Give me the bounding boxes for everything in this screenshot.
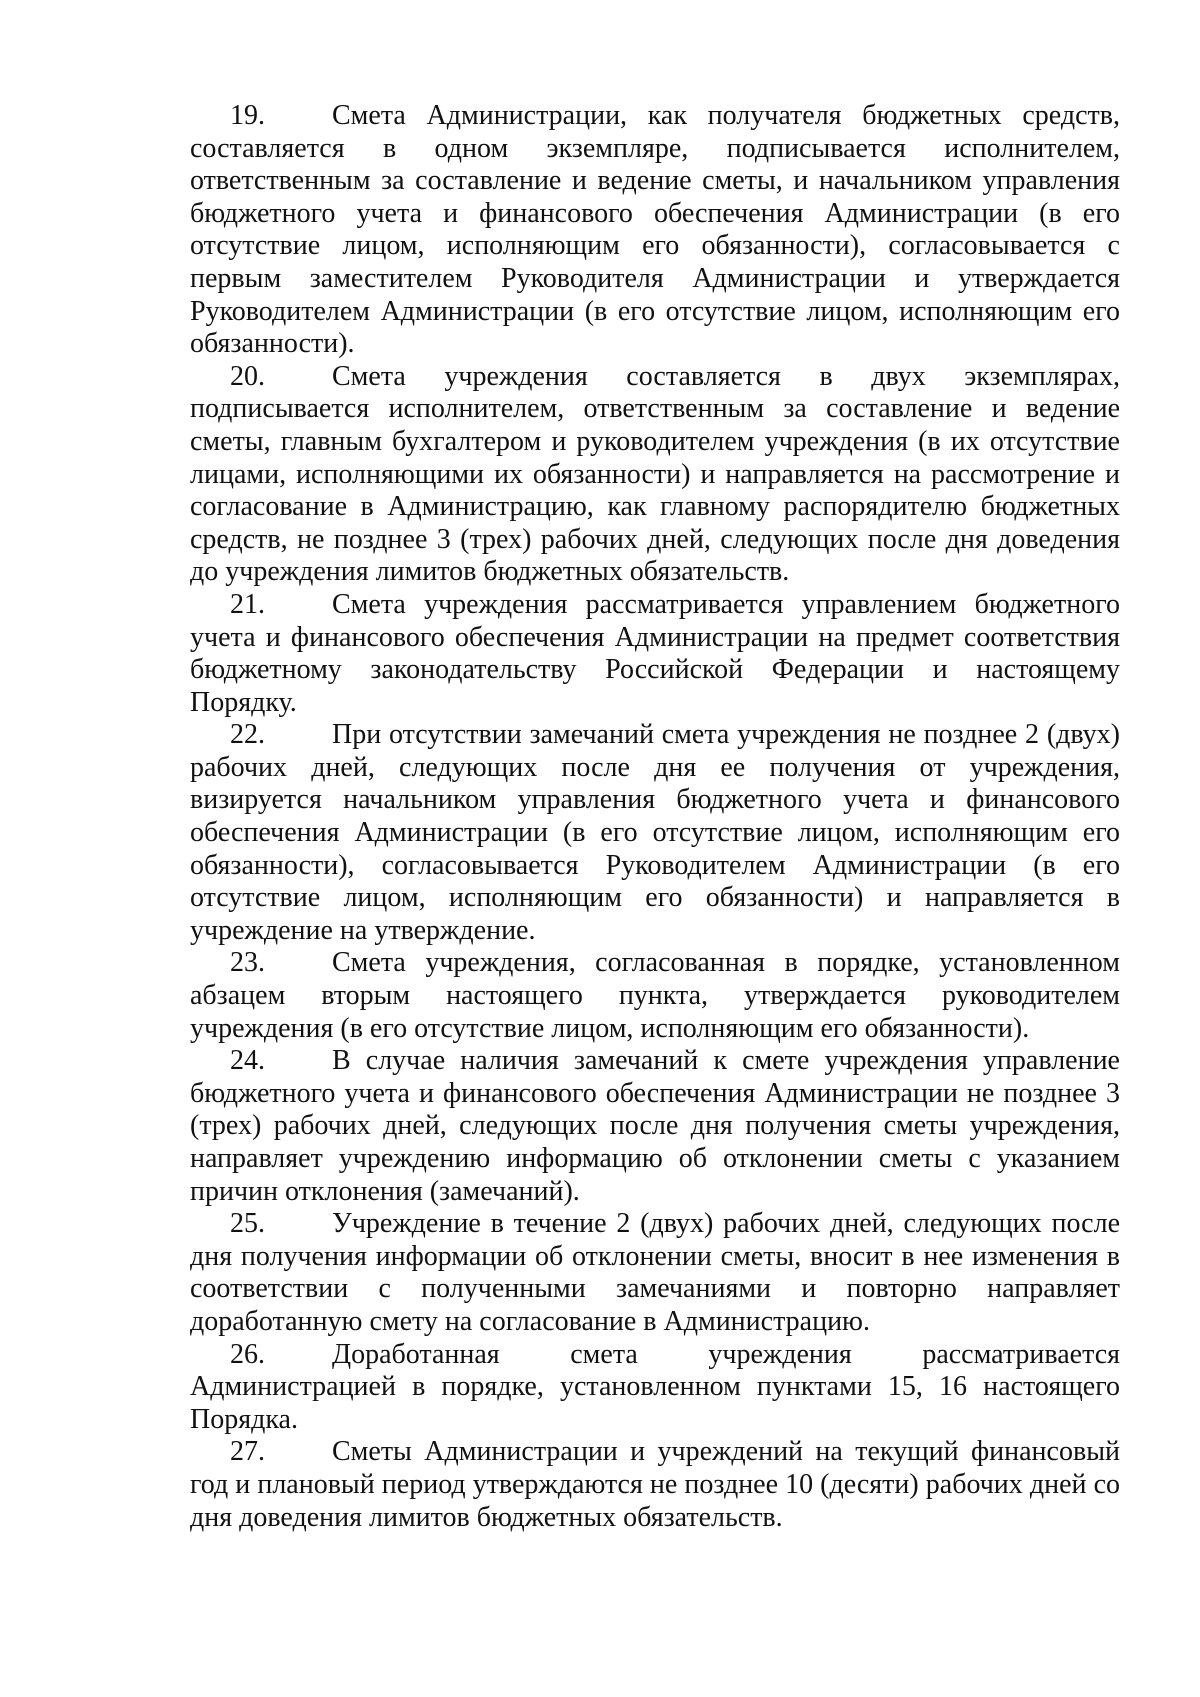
paragraph-19: [190, 100, 1120, 361]
document-body: [190, 100, 1120, 1534]
paragraph-text: Смета учреждения рассматривается управлением бюджетного учета и финансового обеспечения Администрации на предмет соответствия бюджетному законодательству Российской Федерации и настоящему Порядку.: [190, 588, 1120, 718]
paragraph-number: 20.: [230, 360, 265, 392]
paragraph-text: Учреждение в течение 2 (двух) рабочих дней, следующих после дня получения информации об отклонении сметы, вносит в нее изменения в соответствии с полученными замечаниями и повторно направляет доработанную смету на согласование в Администрацию.: [190, 1208, 1120, 1337]
paragraph-text: При отсутствии замечаний смета учреждения не позднее 2 (двух) рабочих дней, следующих после дня ее получения от учреждения, визируется начальником управления бюджетного учета и финансового обеспечения Администрации (в его отсутствие лицом, исполняющим его обязанности), согласовывается Руководителем Администрации (в его отсутствие лицом, исполняющим его обязанности) и направляется в учреждение на утверждение.: [190, 719, 1120, 946]
paragraph-20: [190, 361, 1120, 589]
paragraph-text: Сметы Администрации и учреждений на текущий финансовый год и плановый период утверждаются не позднее 10 (десяти) рабочих дней со дня доведения лимитов бюджетных обязательств.: [190, 1436, 1120, 1533]
paragraph-number: 26.: [230, 1338, 265, 1370]
paragraph-number: 24.: [230, 1045, 265, 1077]
paragraph-number: 21.: [230, 588, 265, 620]
paragraph-21: [190, 589, 1120, 719]
paragraph-24: [190, 1045, 1120, 1208]
paragraph-number: 25.: [230, 1208, 265, 1240]
paragraph-26: [190, 1339, 1120, 1437]
paragraph-25: [190, 1208, 1120, 1338]
paragraph-text: Смета Администрации, как получателя бюджетных средств, составляется в одном экземпляре, подписывается исполнителем, ответственным за составление и ведение сметы, и начальником управления бюджетного учета и финансового обеспечения Администрации (в его отсутствие лицом, исполняющим его обязанности), согласовывается с первым заместителем Руководителя Администрации и утверждается Руководителем Администрации (в его отсутствие лицом, исполняющим его обязанности).: [190, 100, 1120, 360]
paragraph-text: Доработанная смета учреждения рассматривается Администрацией в порядке, установленном пунктами 15, 16 настоящего Порядка.: [190, 1338, 1120, 1435]
paragraph-27: [190, 1436, 1120, 1534]
paragraph-number: 19.: [230, 100, 265, 131]
paragraph-22: [190, 719, 1120, 947]
paragraph-23: [190, 947, 1120, 1045]
paragraph-text: В случае наличия замечаний к смете учреждения управление бюджетного учета и финансового обеспечения Администрации не позднее 3 (трех) рабочих дней, следующих после дня получения сметы учреждения, направляет учреждению информацию об отклонении сметы с указанием причин отклонения (замечаний).: [190, 1045, 1120, 1207]
paragraph-number: 22.: [230, 719, 265, 751]
paragraph-number: 27.: [230, 1436, 265, 1468]
paragraph-text: Смета учреждения, согласованная в порядке, установленном абзацем вторым настоящего пункта, утверждается руководителем учреждения (в его отсутствие лицом, исполняющим его обязанности).: [190, 947, 1120, 1044]
paragraph-number: 23.: [230, 947, 265, 979]
paragraph-text: Смета учреждения составляется в двух экземплярах, подписывается исполнителем, ответственным за составление и ведение сметы, главным бухгалтером и руководителем учреждения (в их отсутствие лицами, исполняющими их обязанности) и направляется на рассмотрение и согласование в Администрацию, как главному распорядителю бюджетных средств, не позднее 3 (трех) рабочих дней, следующих после дня доведения до учреждения лимитов бюджетных обязательств.: [190, 360, 1120, 588]
